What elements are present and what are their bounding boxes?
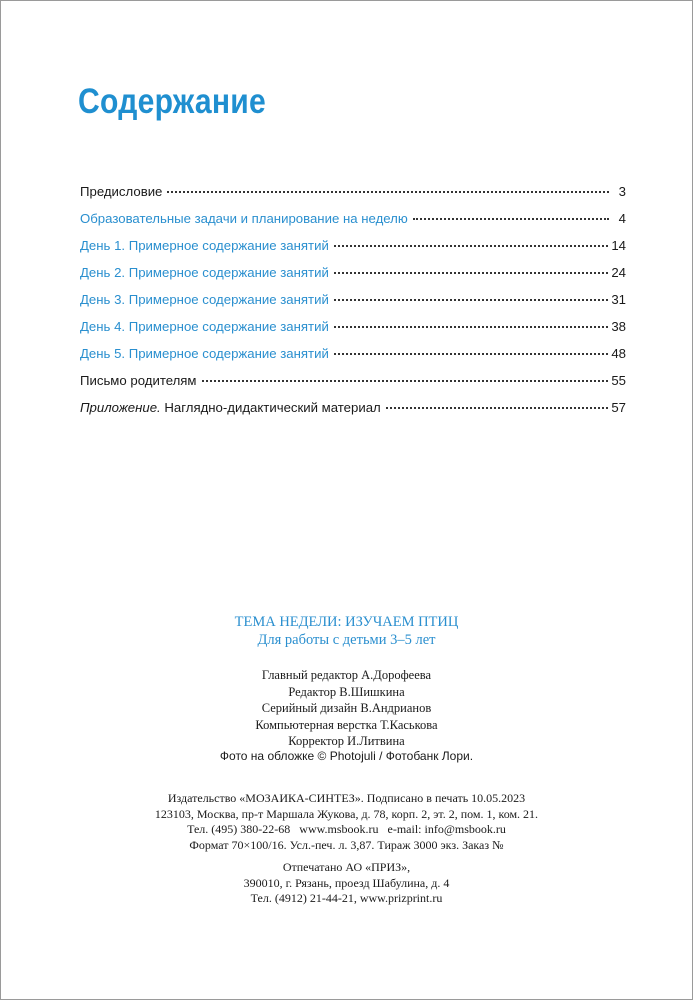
printer-line: 390010, г. Рязань, проезд Шабулина, д. 4 [243,875,450,890]
dot-leader [334,272,609,274]
publisher-line: Издательство «МОЗАИКА-СИНТЕЗ». Подписано в печать 10.05.2023 [167,791,526,805]
dot-leader [334,353,609,355]
toc-page-number: 24 [611,265,626,280]
toc-entry-day-3[interactable] [80,292,626,319]
toc-entry-label: Наглядно-дидактический материал [160,400,381,415]
dot-leader [334,299,609,301]
editorial-credits [0,667,693,750]
dot-leader [202,380,609,382]
credit-line: Серийный дизайн В.Андрианов [261,701,432,715]
publisher-line: Формат 70×100/16. Усл.-печ. л. 3,87. Тираж 3000 экз. Заказ № [189,837,504,852]
toc-entry-day-4[interactable] [80,319,626,346]
week-theme [0,613,693,649]
toc-entry-appendix[interactable] [80,400,626,427]
toc-entry-label: День 2. Примерное содержание занятий [80,265,329,280]
toc-entry-label-wrap [80,400,381,415]
dot-leader [386,407,609,409]
toc-entry-italic-prefix: Приложение. [80,400,161,415]
toc-page-number: 48 [611,346,626,361]
credit-line: Корректор И.Литвина [288,734,405,748]
toc-entry-day-2[interactable] [80,265,626,292]
publisher-info [0,791,693,853]
toc-entry-label: День 5. Примерное содержание занятий [80,346,329,361]
dot-leader [334,326,609,328]
publisher-line: 123103, Москва, пр-т Маршала Жукова, д. 78, корп. 2, эт. 2, пом. 1, ком. 21. [154,806,539,821]
dot-leader [413,218,609,220]
credit-line: Компьютерная верстка Т.Каськова [255,717,438,732]
theme-subtitle: Для работы с детьми 3–5 лет [257,632,436,648]
toc-entry-preface[interactable] [80,184,626,211]
printer-line: Тел. (4912) 21-44-21, www.prizprint.ru [250,891,443,905]
toc-page-number: 31 [611,292,626,307]
credit-line: Главный редактор А.Дорофеева [261,668,432,682]
toc-entry-label: Письмо родителям [80,373,197,388]
toc-page-number: 3 [618,184,626,199]
theme-title: ТЕМА НЕДЕЛИ: ИЗУЧАЕМ ПТИЦ [234,614,459,630]
publisher-line: Тел. (495) 380-22-68 www.msbook.ru e-mail: info@msbook.ru [187,822,506,836]
toc-page-number: 55 [611,373,626,388]
page-title: Содержание [78,82,267,121]
toc-entry-label: Образовательные задачи и планирование на неделю [80,211,408,226]
toc-entry-label: Предисловие [80,184,163,199]
toc-page-number: 14 [611,238,626,253]
table-of-contents [80,184,626,427]
toc-entry-letter[interactable] [80,373,626,400]
toc-page-number: 38 [611,319,626,334]
toc-entry-label: День 1. Примерное содержание занятий [80,238,329,253]
printer-line: Отпечатано АО «ПРИЗ», [282,860,411,874]
credit-line: Редактор В.Шишкина [288,684,405,699]
dot-leader [334,245,609,247]
toc-page-number: 57 [611,400,626,415]
photo-credit: Фото на обложке © Photojuli / Фотобанк Лори. [219,749,474,763]
printer-info [0,860,693,907]
toc-entry-tasks[interactable] [80,211,626,238]
toc-entry-label: День 3. Примерное содержание занятий [80,292,329,307]
toc-page-number: 4 [618,211,626,226]
toc-entry-label: День 4. Примерное содержание занятий [80,319,329,334]
toc-entry-day-5[interactable] [80,346,626,373]
dot-leader [167,191,609,193]
toc-entry-day-1[interactable] [80,238,626,265]
